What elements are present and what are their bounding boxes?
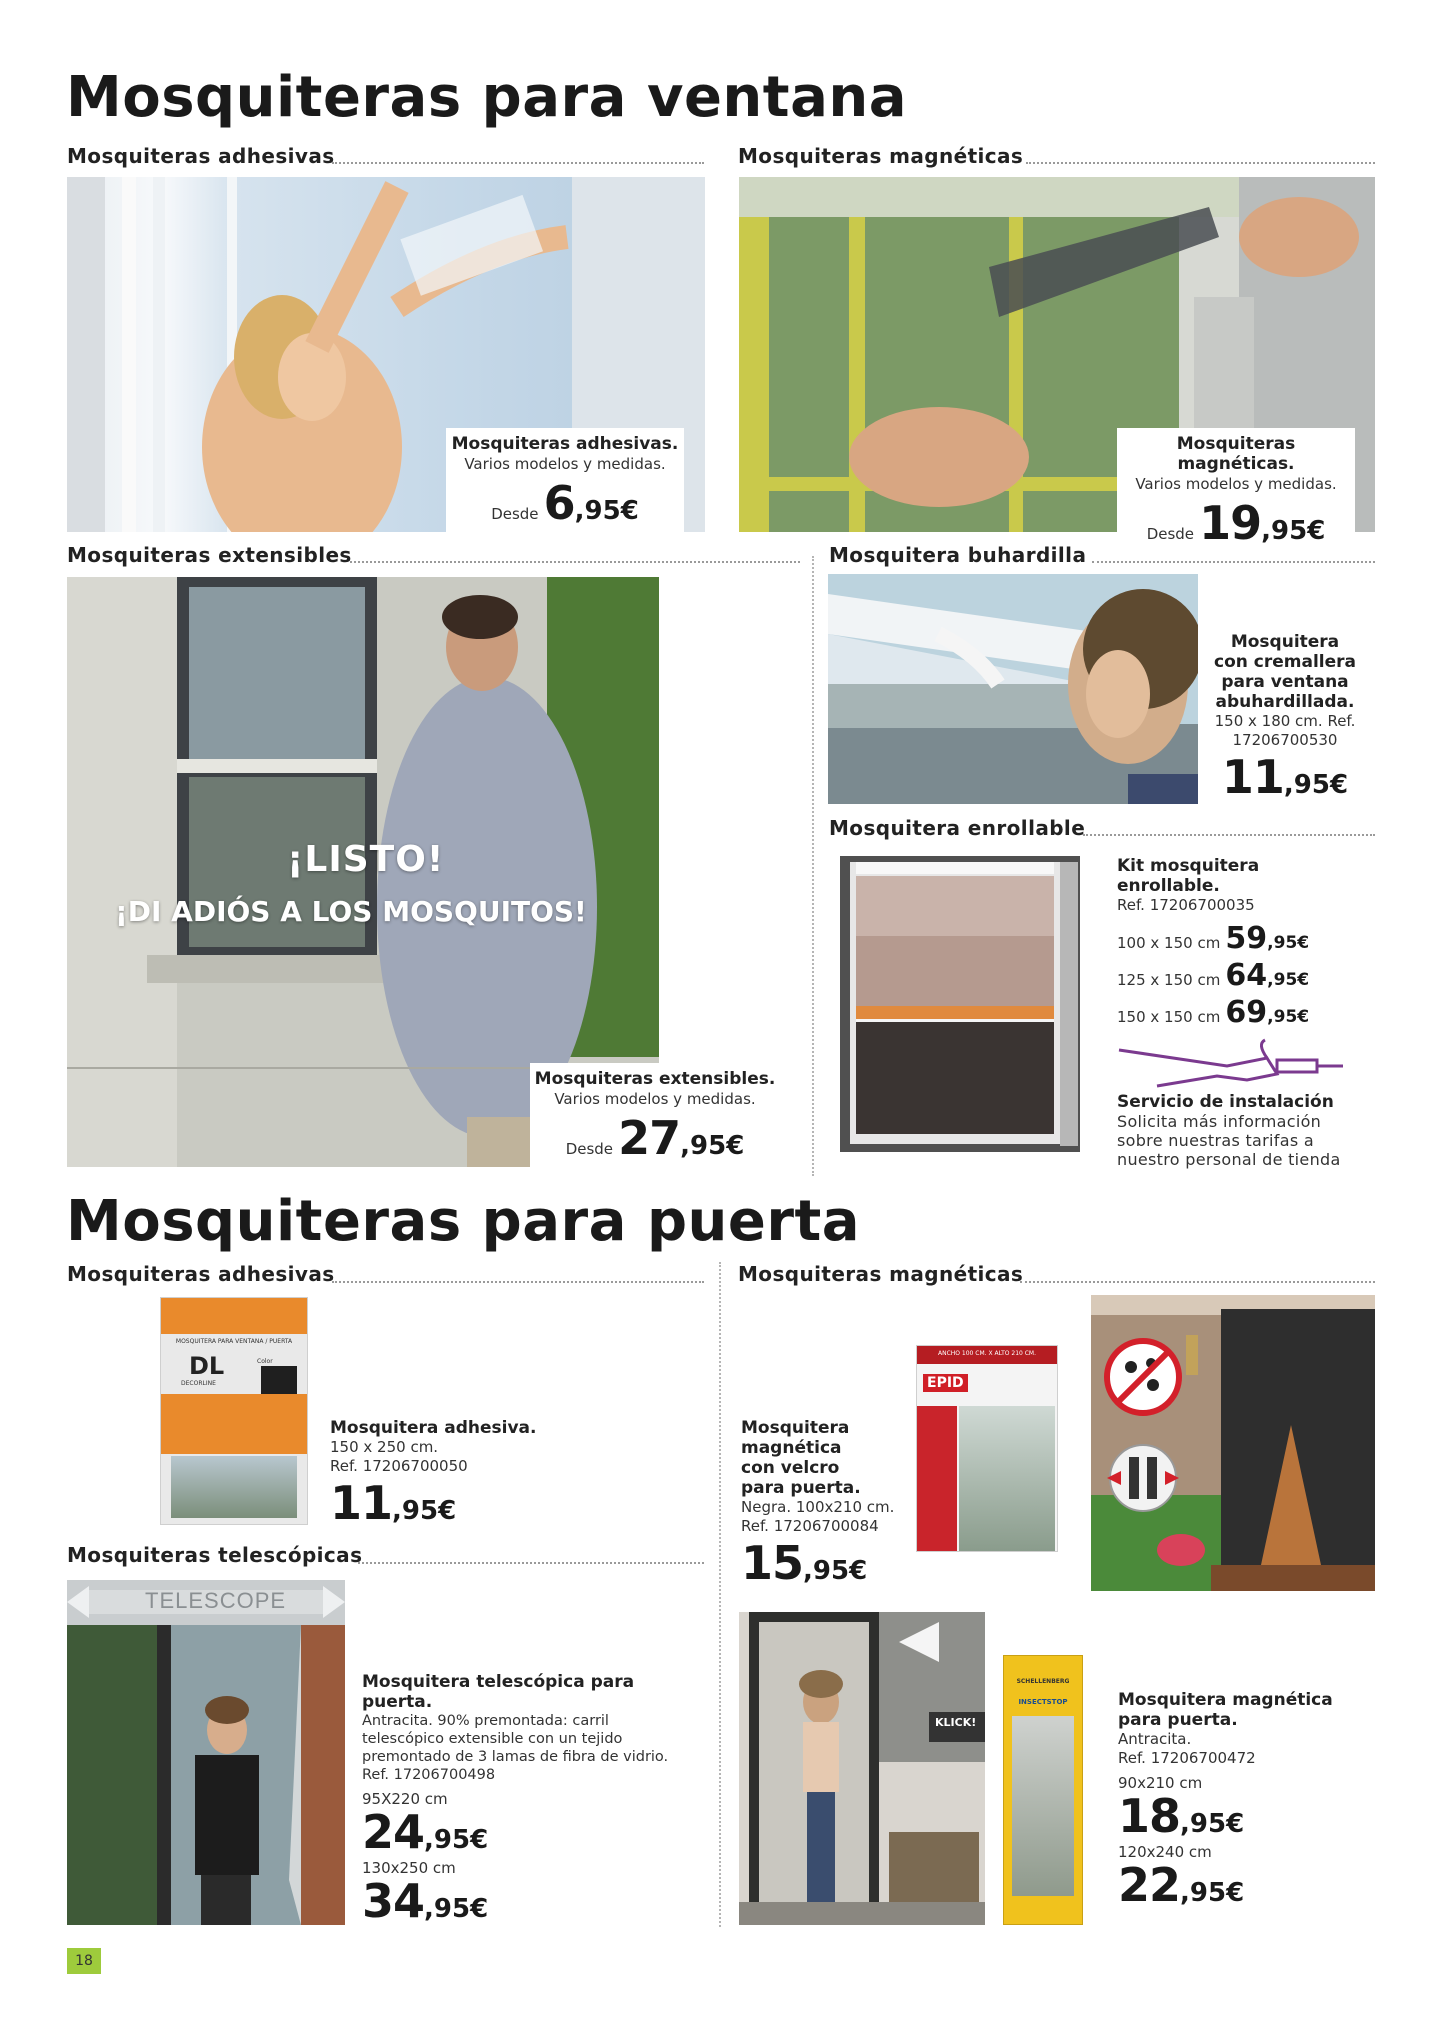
divider (350, 561, 800, 563)
price (1117, 496, 1355, 550)
size-label: 120x240 cm (1118, 1843, 1212, 1861)
price-integer: 11 (1221, 750, 1284, 804)
size-option (1117, 995, 1377, 1030)
box-orange-panel (161, 1394, 307, 1454)
door-section-title: Mosquiteras para puerta (66, 1189, 861, 1254)
title-line: para puerta. (1118, 1710, 1238, 1730)
product-door-adhesiva (330, 1418, 580, 1530)
product-box-epid (916, 1345, 1058, 1552)
box-label: INSECTSTOP (1018, 1698, 1068, 1706)
price-decimal: ,95€ (574, 496, 639, 526)
box-red-panel (917, 1406, 957, 1551)
divider (1020, 1281, 1375, 1283)
photo-door-telescopica (67, 1580, 345, 1925)
section-header-window-extensibles: Mosquiteras extensibles (67, 543, 352, 567)
desc-line: Ref. 17206700472 (1118, 1749, 1256, 1767)
desc-line: 17206700530 (1232, 731, 1338, 749)
photo-window-enrollable (840, 856, 1080, 1152)
price-integer: 22 (1118, 1858, 1181, 1912)
service-line: nuestro personal de tienda (1117, 1150, 1341, 1169)
price-integer: 19 (1199, 496, 1262, 550)
box-top-band (161, 1298, 307, 1334)
title-line: para puerta. (741, 1478, 861, 1498)
window-section-title: Mosquiteras para ventana (66, 65, 908, 130)
product-title: Mosquitera telescópica para puerta. (362, 1672, 635, 1712)
price-integer: 24 (362, 1805, 425, 1859)
product-description (1118, 1730, 1358, 1768)
page-number: 18 (67, 1948, 101, 1974)
illustration (739, 1612, 985, 1925)
desc-line: Negra. 100x210 cm. (741, 1498, 895, 1516)
price (530, 1111, 780, 1165)
column-divider (812, 556, 814, 1176)
price-integer: 6 (543, 476, 575, 530)
box-label: MOSQUITERA PARA VENTANA / PUERTA (175, 1338, 293, 1345)
price-decimal: ,95€ (1180, 1878, 1245, 1908)
price (1118, 1858, 1358, 1912)
box-brand: EPID (923, 1374, 968, 1392)
size-label: 95X220 cm (362, 1790, 448, 1808)
klick-label: KLICK! (935, 1716, 977, 1729)
divider (332, 1281, 704, 1283)
caption-subtitle: Varios modelos y medidas. (554, 1090, 756, 1108)
price-decimal: ,95€ (1283, 770, 1349, 800)
desde-label: Desde (1146, 525, 1195, 543)
price-decimal: ,95€ (1267, 970, 1310, 990)
desc-line: premontado de 3 lamas de fibra de vidrio. (362, 1749, 669, 1765)
box-brand: SCHELLENBERG (1016, 1678, 1070, 1685)
product-title (741, 1418, 921, 1498)
price-integer: 59 (1225, 921, 1268, 956)
size-option (1117, 958, 1377, 993)
caption-title: Mosquiteras extensibles. (534, 1069, 776, 1089)
price (1118, 1789, 1358, 1843)
magnet-closure-icon (1103, 1443, 1183, 1513)
product-title (1200, 632, 1370, 712)
title-line: con cremallera (1214, 652, 1356, 672)
price-integer: 11 (330, 1476, 393, 1530)
price-integer: 69 (1225, 995, 1268, 1030)
divider (332, 162, 704, 164)
illustration (840, 856, 1080, 1152)
divider (358, 1562, 704, 1564)
size-label: 125 x 150 cm (1117, 971, 1221, 989)
price-decimal: ,95€ (1261, 516, 1326, 546)
price-decimal: ,95€ (1180, 1809, 1245, 1839)
price-integer: 64 (1225, 958, 1268, 993)
price (741, 1536, 921, 1590)
title-line: abuhardillada. (1215, 692, 1355, 712)
box-photo (171, 1456, 297, 1518)
price (1200, 750, 1370, 804)
title-line: Mosquitera (1230, 632, 1340, 652)
product-description (362, 1712, 702, 1784)
price (362, 1805, 702, 1859)
price-integer: 15 (741, 1536, 804, 1590)
installation-tool-icon (1117, 1036, 1357, 1090)
installation-service-text (1117, 1112, 1377, 1169)
caption-subtitle: Varios modelos y medidas. (464, 455, 666, 473)
column-divider (719, 1262, 721, 1927)
caption-subtitle: Varios modelos y medidas. (1135, 475, 1337, 493)
price-decimal: ,95€ (1267, 1007, 1310, 1027)
desc-line: telescópico extensible con un tejido (362, 1731, 623, 1747)
desc-line: Ref. 17206700050 (330, 1457, 468, 1475)
divider (1026, 162, 1375, 164)
desc-line: Antracita. 90% premontada: carril (362, 1713, 609, 1729)
photo-door-magnetica-2 (739, 1612, 985, 1925)
price-decimal: ,95€ (680, 1131, 745, 1161)
product-enrollable (1117, 856, 1377, 1169)
product-title (1118, 1690, 1358, 1730)
price-integer: 34 (362, 1874, 425, 1928)
product-door-magnetica (1118, 1690, 1358, 1912)
price (446, 476, 684, 530)
title-line: Mosquitera (741, 1418, 850, 1438)
desc-line: Antracita. (1118, 1730, 1192, 1748)
section-header-window-adhesivas: Mosquiteras adhesivas (67, 144, 335, 168)
product-description (330, 1438, 580, 1476)
box-brand: DL (189, 1352, 225, 1380)
installation-service-title: Servicio de instalación (1117, 1092, 1334, 1112)
section-header-door-telescopicas: Mosquiteras telescópicas (67, 1543, 363, 1567)
box-top-label: ANCHO 100 CM. X ALTO 210 CM. (937, 1350, 1037, 1357)
title-line: Mosquitera magnética (1118, 1690, 1333, 1710)
photo-door-magnetica-1 (1091, 1295, 1375, 1591)
box-brand-sub: DECORLINE (181, 1380, 216, 1387)
photo-window-buhardilla (828, 574, 1198, 804)
product-door-telescopica (362, 1672, 702, 1928)
desc-line: 150 x 180 cm. Ref. (1214, 712, 1356, 730)
product-box-schellenberg (1003, 1655, 1083, 1925)
caption-window-adhesivas (446, 428, 684, 532)
desc-line: Ref. 17206700498 (362, 1767, 496, 1783)
box-photo (1012, 1716, 1074, 1896)
product-title: Mosquitera adhesiva. (330, 1418, 537, 1438)
section-header-door-adhesivas: Mosquiteras adhesivas (67, 1262, 335, 1286)
price-decimal: ,95€ (1267, 933, 1310, 953)
product-title (1117, 856, 1377, 896)
size-label: 90x210 cm (1118, 1774, 1203, 1792)
size-label: 100 x 150 cm (1117, 934, 1221, 952)
swatch (261, 1366, 297, 1394)
divider (1092, 561, 1375, 563)
desde-label: Desde (565, 1140, 614, 1158)
section-header-window-magneticas: Mosquiteras magnéticas (738, 144, 1024, 168)
price-integer: 18 (1118, 1789, 1181, 1843)
price (362, 1874, 702, 1928)
title-line: con velcro (741, 1458, 840, 1478)
no-insects-icon (1103, 1337, 1183, 1417)
section-header-door-magneticas: Mosquiteras magnéticas (738, 1262, 1024, 1286)
promo-overlay-line1: ¡LISTO! (287, 839, 445, 880)
product-box-adhesiva (160, 1297, 308, 1525)
caption-window-magneticas (1117, 428, 1355, 550)
title-line: magnética (741, 1438, 842, 1458)
illustration (67, 1580, 345, 1925)
product-buhardilla (1200, 632, 1370, 804)
caption-title: Mosquiteras adhesivas. (451, 434, 679, 454)
photo-sign: TELESCOPE (145, 1588, 287, 1613)
box-color: Color (257, 1358, 273, 1365)
caption-title: Mosquiteras magnéticas. (1176, 434, 1296, 474)
section-header-window-enrollable: Mosquitera enrollable (829, 816, 1086, 840)
price-decimal: ,95€ (424, 1825, 489, 1855)
product-description (741, 1498, 921, 1536)
title-line: enrollable. (1117, 876, 1220, 896)
price-decimal: ,95€ (803, 1556, 868, 1586)
size-label: 150 x 150 cm (1117, 1008, 1221, 1026)
service-line: Solicita más información (1117, 1112, 1322, 1131)
product-description (1200, 712, 1370, 750)
section-header-window-buhardilla: Mosquitera buhardilla (829, 543, 1087, 567)
size-label: 130x250 cm (362, 1859, 456, 1877)
desc-line: Ref. 17206700084 (741, 1517, 879, 1535)
box-photo (959, 1406, 1055, 1551)
product-door-velcro (741, 1418, 921, 1590)
size-option (1117, 921, 1377, 956)
promo-overlay-line2: ¡DI ADIÓS A LOS MOSQUITOS! (115, 895, 587, 928)
title-line: para ventana (1221, 672, 1349, 692)
desde-label: Desde (491, 505, 539, 523)
product-ref: Ref. 17206700035 (1117, 896, 1255, 914)
price (330, 1476, 580, 1530)
divider (1083, 834, 1375, 836)
caption-window-extensibles (530, 1063, 780, 1167)
title-line: Kit mosquitera (1117, 856, 1260, 876)
price-integer: 27 (618, 1111, 681, 1165)
service-line: sobre nuestras tarifas a (1117, 1131, 1314, 1150)
illustration (828, 574, 1198, 804)
desc-line: 150 x 250 cm. (330, 1438, 439, 1456)
price-decimal: ,95€ (392, 1496, 457, 1526)
price-decimal: ,95€ (424, 1894, 489, 1924)
